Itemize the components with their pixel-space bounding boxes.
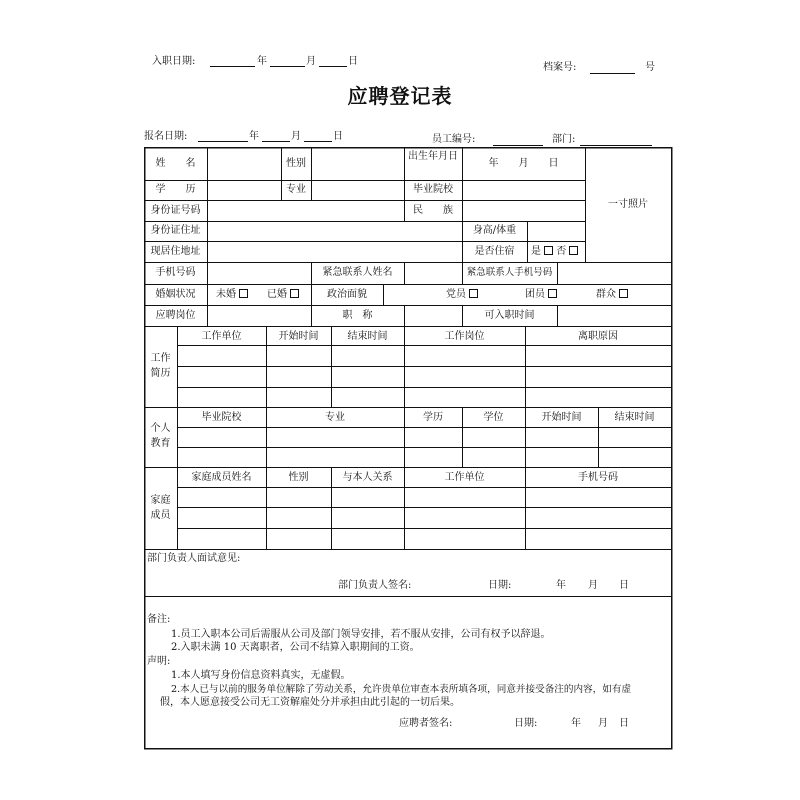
id-addr-label: 身份证住址 [150, 225, 201, 236]
league-checkbox[interactable] [548, 289, 557, 298]
entry-year-unit: 年 [257, 56, 267, 67]
declare-label: 声明: [147, 656, 171, 667]
applicant-sign-label: 应聘者签名: [399, 718, 453, 729]
staff-no-label: 员工编号: [432, 134, 476, 145]
remark-label: 备注: [147, 614, 171, 625]
edu-label-2: 教育 [150, 438, 171, 449]
job-title-label: 职 称 [342, 310, 373, 321]
edu-header-school: 毕业院校 [201, 412, 242, 423]
party-checkbox[interactable] [469, 289, 478, 298]
interview-sign-label: 部门负责人签名: [338, 580, 412, 591]
entry-month-unit: 月 [306, 56, 316, 67]
edu-label-1: 个人 [150, 423, 171, 434]
start-date-label: 可入职时间 [484, 310, 535, 321]
work-header-end: 结束时间 [347, 331, 388, 342]
dorm-no-label: 否 [556, 246, 567, 257]
family-header-company: 工作单位 [444, 472, 485, 483]
masses-option [596, 289, 628, 301]
major-label: 专业 [286, 184, 306, 195]
family-header-name: 家庭成员姓名 [191, 472, 252, 483]
work-label-1: 工作 [150, 353, 171, 364]
declare-1: 1.本人填写身份信息资料真实，无虚假。 [171, 670, 351, 681]
birth-label: 出生年月日 [408, 151, 458, 162]
family-header-phone: 手机号码 [578, 472, 618, 483]
interview-year: 年 [556, 580, 566, 591]
emergency-name-label: 紧急联系人姓名 [322, 267, 393, 278]
page-title: 应聘登记表 [347, 84, 453, 108]
interview-date-label: 日期: [488, 580, 512, 591]
apply-date-label: 报名日期: [144, 131, 188, 142]
archive-no-suffix: 号 [645, 62, 655, 73]
birth-ymd: 年 月 日 [488, 158, 559, 169]
work-header-post: 工作岗位 [444, 331, 485, 342]
work-label-2: 简历 [150, 368, 171, 379]
applicant-year: 年 [571, 718, 581, 729]
remark-1: 1.员工入职本公司后需服从公司及部门领导安排，若不服从安排，公司有权予以辞退。 [171, 629, 551, 640]
education-label: 学 历 [155, 184, 196, 195]
declare-2b: 假，本人愿意接受公司无工资解雇处分并承担由此引起的一切后果。 [160, 697, 460, 708]
entry-day-unit: 日 [348, 56, 358, 67]
applicant-date-label: 日期: [514, 718, 538, 729]
photo-placeholder: 一寸照片 [608, 199, 648, 210]
id-no-label: 身份证号码 [150, 205, 201, 216]
dorm-yes-label: 是 [531, 246, 541, 257]
edu-header-start: 开始时间 [541, 412, 582, 423]
marital-label: 婚姻状况 [155, 289, 196, 300]
position-label: 应聘岗位 [155, 310, 196, 321]
apply-year-unit: 年 [249, 131, 259, 142]
current-addr-label: 现居住地址 [150, 246, 201, 257]
apply-month-unit: 月 [291, 131, 301, 142]
entry-date-label: 入职日期: [152, 56, 196, 67]
family-header-relation: 与本人关系 [342, 472, 393, 483]
unmarried-option [216, 289, 248, 301]
mobile-label: 手机号码 [155, 267, 196, 278]
married-option [267, 289, 299, 301]
political-label: 政治面貌 [327, 289, 367, 300]
work-header-company: 工作单位 [201, 331, 242, 342]
archive-no-label: 档案号: [543, 62, 577, 73]
height-weight-label: 身高/体重 [472, 225, 517, 236]
edu-header-education: 学历 [423, 412, 443, 423]
edu-header-end: 结束时间 [614, 412, 655, 423]
applicant-month: 月 [598, 718, 608, 729]
apply-day-unit: 日 [333, 131, 343, 142]
dorm-no-checkbox[interactable] [569, 246, 578, 255]
work-header-reason: 离职原因 [578, 331, 618, 342]
married-checkbox[interactable] [290, 289, 299, 298]
ethnic-label: 民 族 [413, 205, 453, 216]
party-label: 党员 [446, 289, 466, 300]
league-option [525, 289, 557, 301]
interview-opinion-label: 部门负责人面试意见: [147, 553, 241, 564]
emergency-phone-label: 紧急联系人手机号码 [466, 267, 553, 278]
interview-month: 月 [588, 580, 598, 591]
interview-day: 日 [619, 580, 629, 591]
dorm-options [531, 246, 578, 258]
masses-label: 群众 [596, 289, 616, 300]
family-label-1: 家庭 [150, 495, 171, 506]
dept-label: 部门: [552, 134, 576, 145]
applicant-day: 日 [619, 718, 629, 729]
league-label: 团员 [525, 289, 545, 300]
grad-school-label: 毕业院校 [413, 184, 453, 195]
dorm-yes-checkbox[interactable] [544, 246, 553, 255]
declare-2a: 2.本人已与以前的服务单位解除了劳动关系，允许贵单位审查本表所填各项，同意并接受备注的内容，如有虚 [171, 684, 632, 695]
edu-header-major: 专业 [325, 412, 345, 423]
married-label: 已婚 [267, 289, 287, 300]
remark-2: 2.入职未满 10 天离职者，公司不结算入职期间的工资。 [171, 642, 420, 653]
gender-label: 性别 [286, 158, 306, 169]
edu-header-degree: 学位 [483, 412, 504, 423]
work-header-start: 开始时间 [278, 331, 319, 342]
family-label-2: 成员 [150, 510, 171, 521]
family-header-gender: 性别 [288, 472, 309, 483]
masses-checkbox[interactable] [619, 289, 628, 298]
name-label: 姓 名 [155, 158, 196, 169]
party-option [446, 289, 478, 301]
unmarried-checkbox[interactable] [239, 289, 248, 298]
dorm-label: 是否住宿 [474, 246, 515, 257]
unmarried-label: 未婚 [216, 289, 236, 300]
